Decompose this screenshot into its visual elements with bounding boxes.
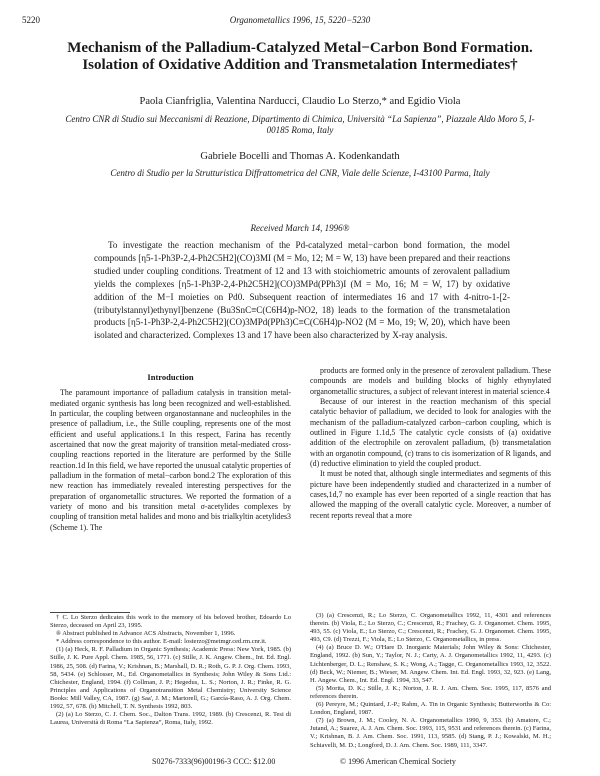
page-footer bbox=[22, 757, 578, 767]
footnote: * Address correspondence to this author. E-mail: losterzo@metmgr.ced.rm.cnr.it. bbox=[56, 638, 267, 646]
article-title: Mechanism of the Palladium-Catalyzed Metal−Carbon Bond Formation. Isolation of Oxidative Addition and Transmetalation Intermediates† bbox=[67, 40, 533, 73]
abstract bbox=[94, 239, 510, 342]
footnote-rule bbox=[50, 612, 130, 613]
footnote: (6) Pereyre, M.; Quintard, J.-P.; Rahm, A. Tin in Organic Synthesis; Butterworths & Co: London, England, 1987. bbox=[310, 701, 551, 717]
journal-citation: Organometallics 1996, 15, 5220−5230 bbox=[229, 15, 371, 25]
running-header bbox=[22, 15, 578, 27]
footnote: ® Abstract published in Advance ACS Abstracts, November 1, 1996. bbox=[56, 630, 236, 638]
footnote: † C. Lo Sterzo dedicates this work to the memory of his beloved brother, Edoardo Lo Sterzo, deceased on April 23, 1995. bbox=[50, 614, 291, 630]
footnote: (2) (a) Lo Sterzo, C. J. Chem. Soc., Dalton Trans. 1992, 1989. (b) Crescenzi, R. Tesi di Laurea, Università di Roma “La Sapienza”, Roma, Italy, 1992. bbox=[50, 711, 291, 727]
abstract-text: To investigate the reaction mechanism of the Pd-catalyzed metal−carbon bond formation, the model compounds [η5-1-Ph3P-2,4-Ph2C5H2](CO)3MI (M = Mo, 12; M = W, 13) have been prepared and their reactions studied under coupling conditions. Treatment of 12 and 13 with stoichiometric amounts of zerovalent palladium yields the complexes [η5-1-Ph3P-2,4-Ph2C5H2](CO)3MPd(PPh3)I (M = Mo, 16; M = W, 17) by oxidative addition of the M−I moieties on Pd0. Subsequent reaction of intermediates 16 and 17 with 4-nitro-1-[2-(tributylstannyl)ethynyl]benzene (Bu3SnC≡C(C6H4)p-NO2, 18) leads to the formation of the transmetalation products [η5-1-Ph3P-2,4-Ph2C5H2](CO)3MPd(PPh3)C≡C(C6H4)p-NO2 (M = Mo, 19; W, 20), which have been isolated and characterized. Complexes 13 and 17 have been also characterized by X-ray analysis. bbox=[94, 240, 510, 341]
footer-code: S0276-7333(96)00196-3 CCC: $12.00 bbox=[152, 757, 276, 766]
body-paragraph: Because of our interest in the reaction mechanism of this special catalytic behavior of palladium, we decided to look for analogies with the mechanism of the palladium-catalyzed carbon−carbon coupling, which is outlined in Figure 1.1d,5 The catalytic cycle consists of (a) oxidative addition of the electrophile on zerovalent palladium, (b) transmetalation with an organotin compound, (c) trans to cis isomerization of R ligands, and (d) reductive elimination to yield the coupled product. bbox=[310, 397, 551, 469]
author-list-1: Paola Cianfriglia, Valentina Narducci, Claudio Lo Sterzo,* and Egidio Viola bbox=[139, 96, 461, 107]
page-number: 5220 bbox=[22, 15, 40, 25]
footnote: (3) (a) Crescenzi, R.; Lo Sterzo, C. Organometallics 1992, 11, 4301 and references therein. (b) Viola, E.; Lo Sterzo, C.; Crescenzi, R.; Frachey, G. J. Organomet. Chem. 1995, 493, 55. (c) Viola, E.; Lo Sterzo, C.; Crescenzi, R.; Frachey, G. J. Organomet. Chem. 1995, 493, C9. (d) Trezzi, F.; Viola, E.; Lo Sterzo, C. Organometallics, in press. bbox=[310, 612, 551, 644]
affiliation-1: Centro CNR di Studio sui Meccanismi di Reazione, Dipartimento di Chimica, Università “La Sapienza”, Piazzale Aldo Moro 5, I-00185 Roma, Italy bbox=[65, 114, 535, 135]
author-list-2: Gabriele Bocelli and Thomas A. Kodenkandath bbox=[200, 151, 400, 162]
footnote: (7) (a) Brown, J. M.; Cooley, N. A. Organometallics 1990, 9, 353. (b) Amatore, C.; Jutand, A.; Suarez, A. J. Am. Chem. Soc. 1993, 115, 9531 and references therein. (c) Farina, V.; Krishnan, B. J. Am. Chem. Soc. 1991, 113, 9585. (d) Stang, P. J.; Kowalski, M. H.; Schiavelli, M. D.; Longford, D. J. Am. Chem. Soc. 1989, 111, 3347. bbox=[310, 717, 551, 749]
body-paragraph: products are formed only in the presence of zerovalent palladium. These compounds are models and building blocks of highly ethynylated organometallic structures, a subject of relevant interest in material science.4 bbox=[310, 366, 551, 396]
footer-copyright: © 1996 American Chemical Society bbox=[340, 757, 456, 766]
section-heading-introduction: Introduction bbox=[147, 372, 194, 382]
footnote: (4) (a) Bruce D. W.; O'Hare D. Inorganic Materials; John Wiley & Sons: Chichester, England, 1992. (b) Sun, Y.; Taylor, N. J.; Carty, A. J. Organometallics 1992, 11, 4293. (c) Lichtenberger, D. L.; Renshaw, S. K.; Wong, A.; Tagge, C. Organometallics 1993, 12, 3522. (d) Beck, W.; Niemer, B.; Wieser, M. Angew. Chem. Int. Ed. Engl. 1993, 32, 923. (e) Lang, H. Angew. Chem., Int. Ed. Engl. 1994, 33, 547. bbox=[310, 644, 551, 684]
footnotes-left bbox=[50, 614, 291, 727]
footnotes-right bbox=[310, 612, 551, 750]
footnote: (1) (a) Heck, R. F. Palladium in Organic Synthesis; Academic Press: New York, 1985. (b) Stille, J. K. Pure Appl. Chem. 1985, 56, 1771. (c) Stille, J. K. Angew. Chem., Int. Ed. Engl. 1986, 25, 508. (d) Farina, V.; Krishnan, B.; Marshall, D. R.; Roth, G. P. J. Org. Chem. 1993, 58, 5434. (e) Schlosser, M., Ed. Organometallics in Synthesis; John Wiley & Sons Ltd.: Chichester, England, 1994. (f) Collman, J. P.; Hegedus, L. S.; Norton, J. R.; Finke, R. G. Principles and Applications of Organotransition Metal Chemistry; University Science Books: Mill Valley, CA, 1987. (g) Saa', J. M.; Martorell, G.; García-Raso, A. J. Org. Chem. 1992, 57, 678. (h) Mitchell, T. N. Synthesis 1992, 803. bbox=[50, 646, 291, 711]
affiliation-2: Centro di Studio per la Strutturistica Diffrattometrica del CNR, Viale delle Scienze, I-43100 Parma, Italy bbox=[110, 168, 490, 178]
body-column-left bbox=[50, 372, 291, 533]
received-date: Received March 14, 1996® bbox=[250, 223, 350, 233]
body-paragraph: It must be noted that, although single intermediates and segments of this picture have been independently studied and characterized in a number of cases,1d,7 no example has ever been reported of a single reaction that has allowed the mapping of the overall catalytic cycle. Moreover, a number of recent reports reveal that a more bbox=[310, 469, 551, 520]
body-paragraph: The paramount importance of palladium catalysis in transition metal-mediated organic synthesis has long been recognized and well-established. In particular, the coupling between organostannane and nucleophiles in the presence of palladium, i.e., the Stille coupling, represents one of the most efficient and useful applications.1 In this respect, Farina has recently ascertained that now the great majority of transition metal-mediated cross-coupling reactions reported in the literature are performed by the Stille reaction.1d In this field, we have reported the unusual catalytic properties of palladium in the formation of metal−carbon bond.2 The exploration of this new reaction has immediately revealed interesting perspectives for the preparation of organometallic structures. We reported the formation of a variety of mono and bis transition metal σ-acetylides complexes by coupling of transition metal halides and mono and bis trialkyltin acetylides3 (Scheme 1). The bbox=[50, 388, 291, 532]
footnote: (5) Morita, D. K.; Stille, J. K.; Norton, J. R. J. Am. Chem. Soc. 1995, 117, 8576 and references therein. bbox=[310, 684, 551, 700]
body-column-right bbox=[310, 366, 551, 521]
